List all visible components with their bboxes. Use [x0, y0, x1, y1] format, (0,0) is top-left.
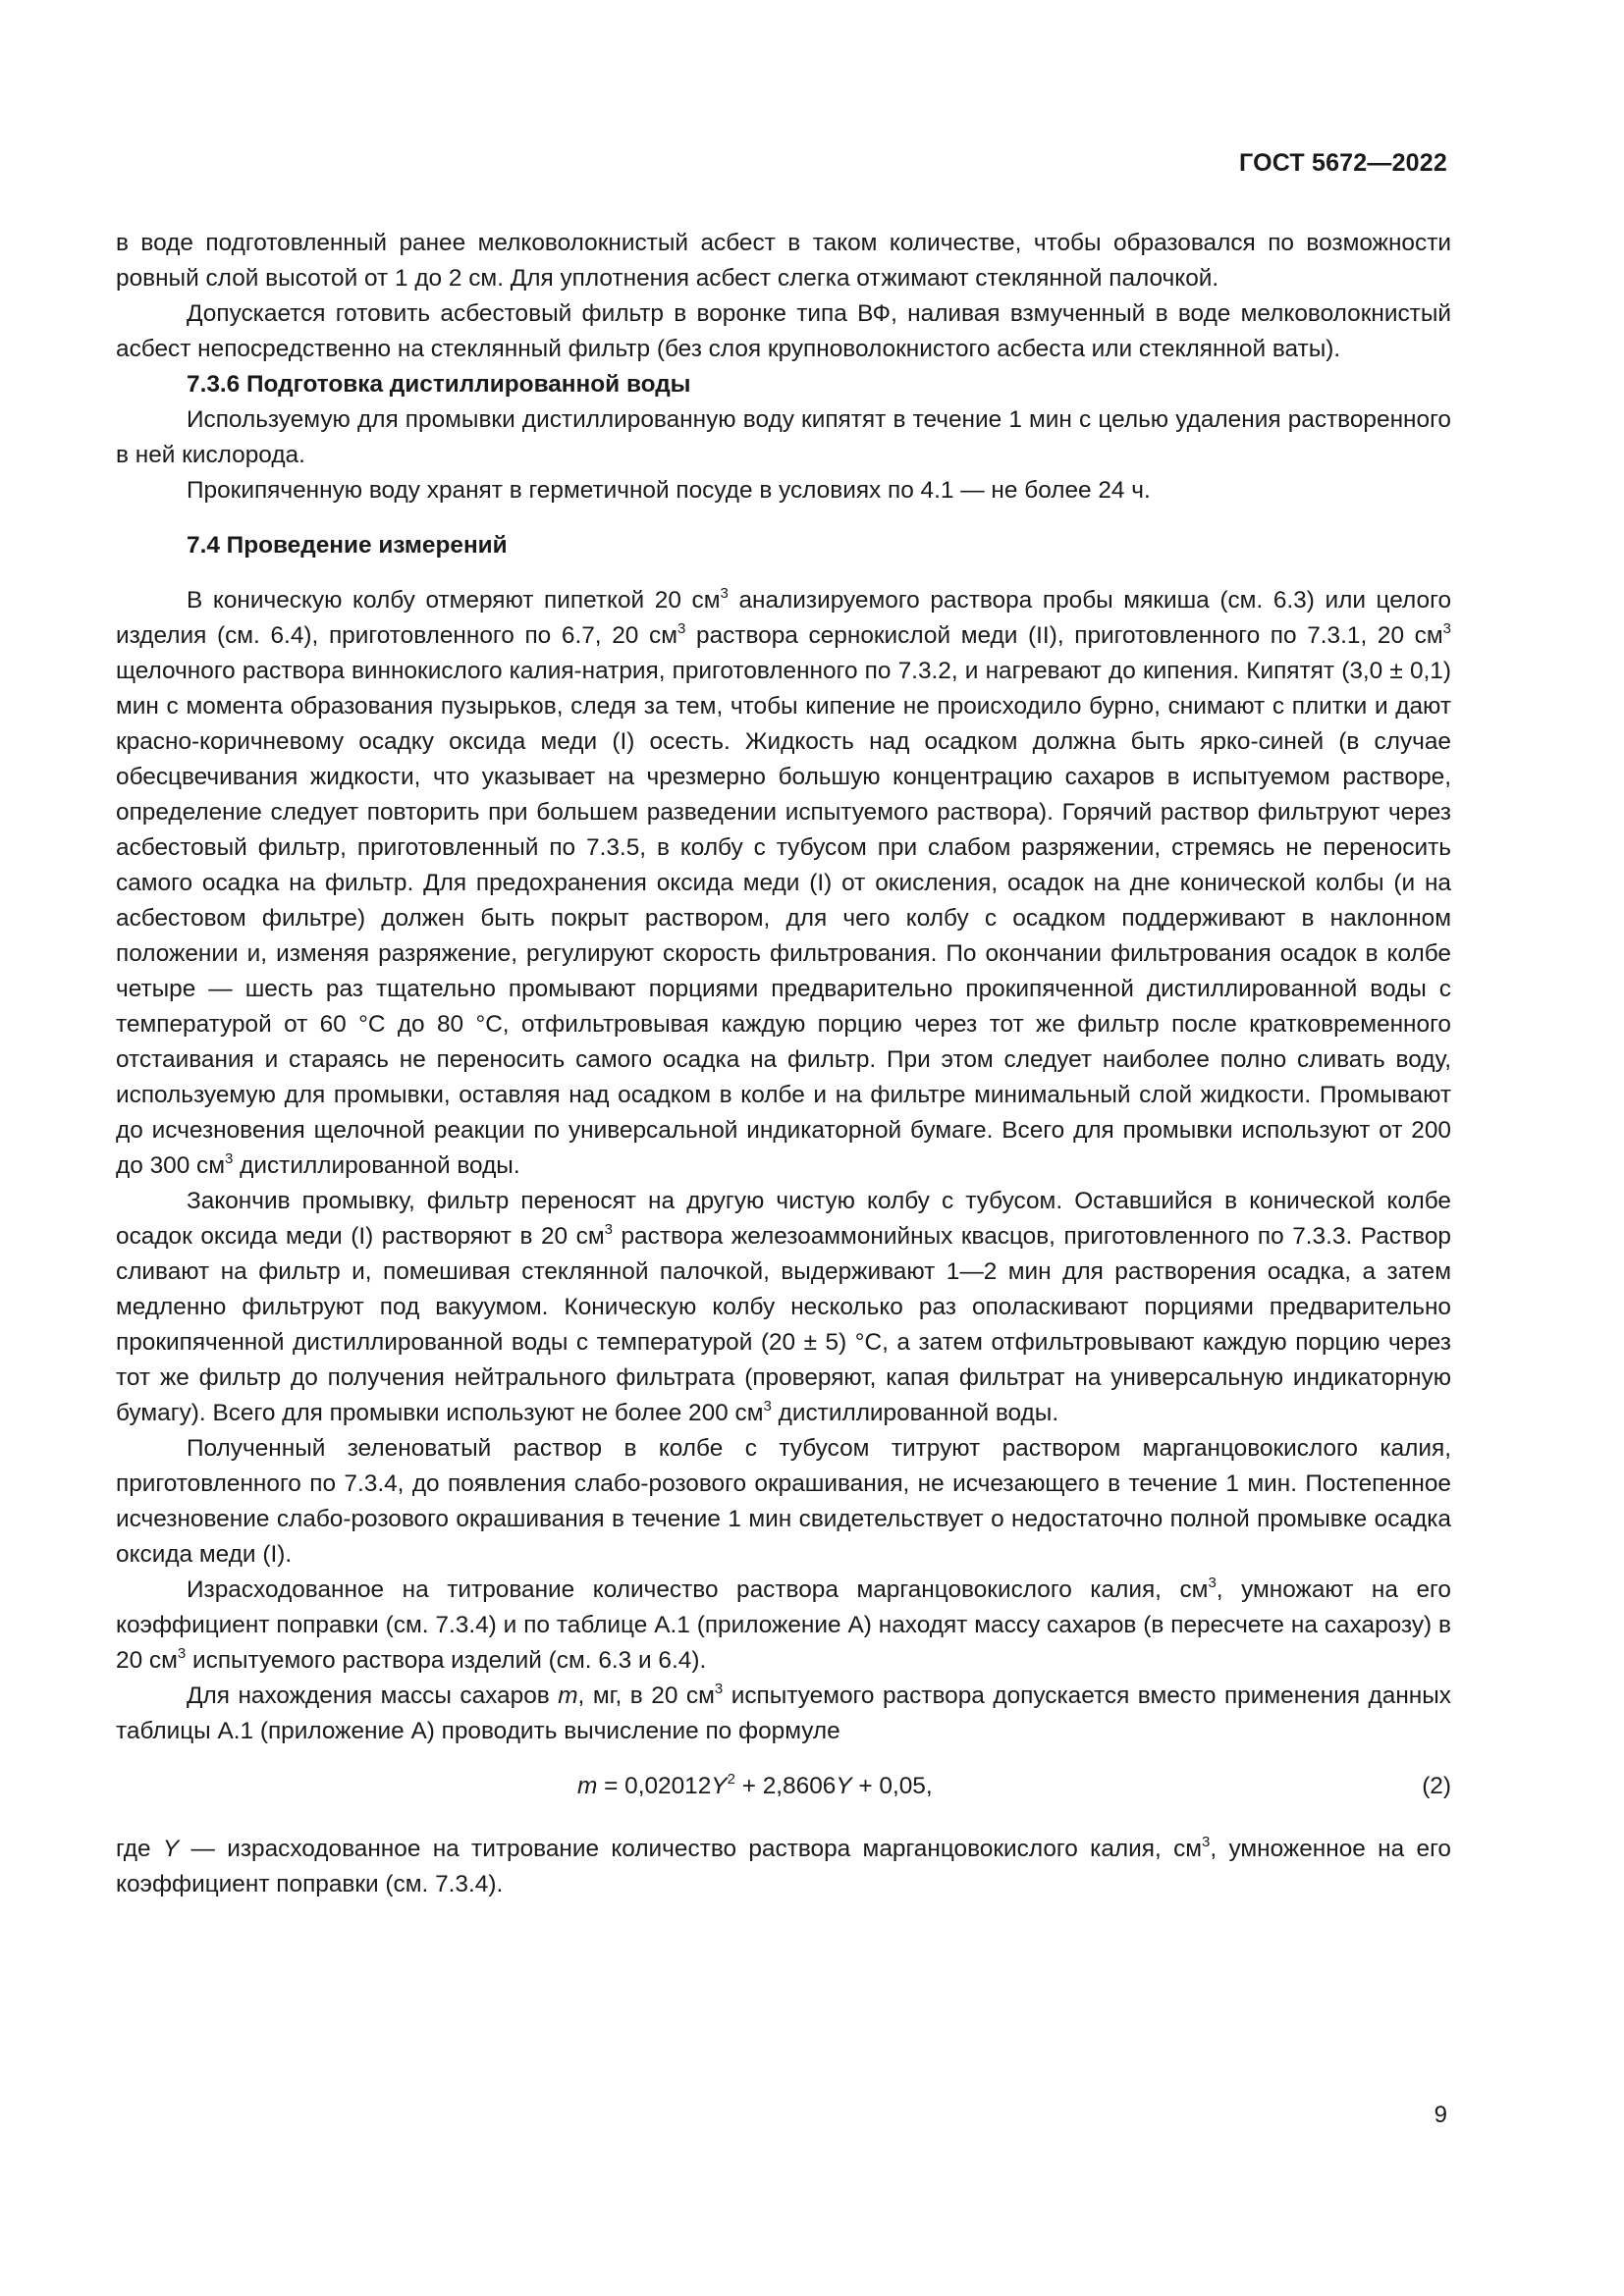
superscript: 3 [677, 620, 686, 637]
variable-m: m [558, 1682, 578, 1709]
superscript: 3 [1202, 1834, 1211, 1850]
superscript: 3 [714, 1681, 724, 1697]
formula-2 [116, 1769, 1451, 1804]
superscript: 3 [1442, 620, 1451, 637]
text-run: , умноженное на его коэффициент поправки (см. 7.3.4). [116, 1836, 1451, 1897]
formula-number: (2) [1422, 1773, 1451, 1799]
variable-y: Y [836, 1773, 852, 1799]
text-run: — израсходованное на титрование количество раствора марганцовокислого калия, см [179, 1836, 1203, 1862]
text-run: = 0,02012 [597, 1773, 712, 1799]
variable-y: Y [711, 1773, 728, 1799]
text-run: Закончив промывку, фильтр переносят на другую чистую колбу с тубусом. Оставшийся в конической колбе осадок оксида меди (I) растворяют в 20 см [116, 1188, 1451, 1250]
section-heading-7-4: 7.4 Проведение измерений [187, 532, 508, 559]
document-code: ГОСТ 5672—2022 [1239, 149, 1447, 177]
page-number: 9 [1434, 2102, 1447, 2128]
superscript: 3 [763, 1398, 772, 1415]
section-heading-7-3-6: 7.3.6 Подготовка дистиллированной воды [187, 371, 691, 398]
superscript: 3 [604, 1221, 613, 1238]
text-run: + 0,05, [851, 1773, 933, 1799]
text-run: + 2,8606 [734, 1773, 837, 1799]
text-run: испытуемого раствора изделий (см. 6.3 и 6.4). [186, 1647, 707, 1674]
paragraph-where [116, 1832, 1451, 1902]
document-body [116, 226, 1451, 1902]
text-run: анализируемого раствора пробы мякиша (см. 6.3) или целого изделия (см. 6.4), приготовленного по 6.7, 20 см [116, 587, 1452, 649]
text-run: раствора железоаммонийных квасцов, приготовленного по 7.3.3. Раствор сливают на фильтр и, помешивая стеклянной палочкой, выдерживают 1—2 мин для растворения осадка, а затем медленно фильтруют под вакуумом. Коническую колбу несколько раз ополаскивают порциями предварительно прокипяченной дистиллированной воды с температурой (20 ± 5) °С, а затем отфильтровывают каждую порцию через тот же фильтр до получения нейтрального фильтрата (проверяют, капая фильтрат на универсальную индикаторную бумагу). Всего для промывки используют не более 200 см [116, 1223, 1451, 1426]
paragraph-7-4-dissolve [116, 1184, 1451, 1431]
paragraph-7-3-6-storage: Прокипяченную воду хранят в герметичной посуде в условиях по 4.1 — не более 24 ч. [187, 477, 1151, 504]
text-run: , мг, в 20 см [577, 1682, 715, 1709]
text-run: дистиллированной воды. [771, 1400, 1059, 1426]
superscript: 3 [1208, 1575, 1217, 1591]
paragraph-7-4-consumption [116, 1573, 1451, 1679]
text-run: испытуемого раствора допускается вместо применения данных таблицы А.1 (приложение А) проводить вычисление по формуле [116, 1682, 1451, 1744]
paragraph-7-4-formula-intro [116, 1679, 1451, 1749]
paragraph-7-4-procedure [116, 583, 1451, 1184]
formula-expression [577, 1769, 933, 1804]
superscript: 3 [177, 1645, 187, 1662]
paragraph-allowed: Допускается готовить асбестовый фильтр в воронке типа ВФ, наливая взмученный в воде мелковолокнистый асбест непосредственно на стеклянный фильтр (без слоя крупноволокнистого асбеста или стеклянной ваты). [116, 300, 1451, 362]
variable-m: m [577, 1773, 598, 1799]
text-run: раствора сернокислой меди (II), приготовленного по 7.3.1, 20 см [685, 622, 1443, 649]
superscript: 2 [727, 1771, 735, 1788]
paragraph-7-4-titration: Полученный зеленоватый раствор в колбе с тубусом титруют раствором марганцовокислого калия, приготовленного по 7.3.4, до появления слабо-розового окрашивания, не исчезающего в течение 1 мин. Постепенное исчезновение слабо-розового окрашивания в течение 1 мин свидетельствует о недостаточно полной промывке осадка оксида меди (I). [116, 1435, 1451, 1568]
text-run: где [116, 1836, 163, 1862]
variable-y: Y [162, 1836, 180, 1862]
paragraph-7-3-6-boiling: Используемую для промывки дистиллированную воду кипятят в течение 1 мин с целью удаления растворенного в ней кислорода. [116, 406, 1451, 468]
text-run: Израсходованное на титрование количество раствора марганцовокислого калия, см [187, 1576, 1209, 1603]
text-run: В коническую колбу отмеряют пипеткой 20 см [187, 587, 721, 614]
text-run: , умножают на его коэффициент поправки (см. 7.3.4) и по таблице А.1 (приложение А) находят массу сахаров (в пересчете на сахарозу) в 20 см [116, 1576, 1451, 1674]
text-run: Для нахождения массы сахаров [187, 1682, 559, 1709]
superscript: 3 [720, 585, 729, 602]
text-run: дистиллированной воды. [233, 1152, 520, 1179]
superscript: 3 [225, 1150, 234, 1167]
paragraph-intro: в воде подготовленный ранее мелковолокнистый асбест в таком количестве, чтобы образовался по возможности ровный слой высотой от 1 до 2 см. Для уплотнения асбест слегка отжимают стеклянной палочкой. [116, 230, 1451, 292]
text-run: щелочного раствора виннокислого калия-натрия, приготовленного по 7.3.2, и нагревают до кипения. Кипятят (3,0 ± 0,1) мин с момента образования пузырьков, следя за тем, чтобы кипение не происходило бурно, снимают с плитки и дают красно-коричневому осадку оксида меди (I) осесть. Жидкость над осадком должна быть ярко-синей (в случае обесцвечивания жидкости, что указывает на чрезмерно большую концентрацию сахаров в испытуемом растворе, определение следует повторить при большем разведении испытуемого раствора). Горячий раствор фильтруют через асбестовый фильтр, приготовленный по 7.3.5, в колбу с тубусом при слабом разряжении, стремясь не переносить самого осадка на фильтр. Для предохранения оксида меди (I) от окисления, осадок на дне конической колбы (и на асбестовом фильтре) должен быть покрыт раствором, для чего колбу с осадком поддерживают в наклонном положении и, изменяя разряжение, регулируют скорость фильтрования. По окончании фильтрования осадок в колбе четыре — шесть раз тщательно промывают порциями предварительно прокипяченной дистиллированной воды с температурой от 60 °С до 80 °С, отфильтровывая каждую порцию через тот же фильтр после кратковременного отстаивания и стараясь не переносить самого осадка на фильтр. При этом следует наиболее полно сливать воду, используемую для промывки, оставляя над осадком в колбе и на фильтре минимальный слой жидкости. Промывают до исчезновения щелочной реакции по универсальной индикаторной бумаге. Всего для промывки используют от 200 до 300 см [116, 658, 1451, 1179]
